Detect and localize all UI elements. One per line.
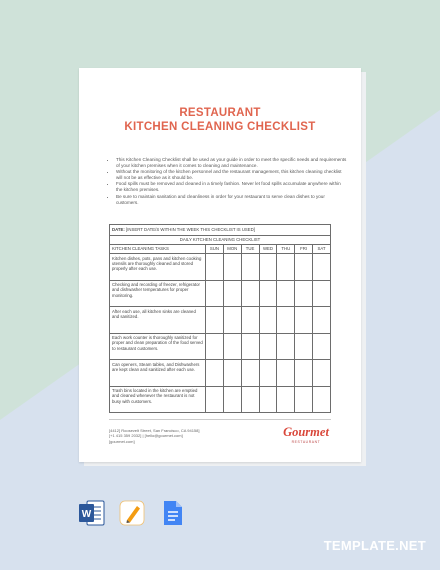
google-docs-icon[interactable] bbox=[158, 499, 186, 527]
checkbox-cell[interactable] bbox=[313, 333, 331, 360]
template-net-brand: TEMPLATE.NET bbox=[323, 538, 426, 553]
pages-icon[interactable] bbox=[118, 499, 146, 527]
checkbox-cell[interactable] bbox=[241, 386, 259, 413]
checkbox-cell[interactable] bbox=[223, 360, 241, 387]
checkbox-cell[interactable] bbox=[295, 254, 313, 281]
microsoft-word-icon[interactable] bbox=[78, 499, 106, 527]
task-text: Can openers, Steam tables, and Dishwashers are kept clean and sanitized after each use. bbox=[110, 360, 206, 387]
table-heading: DAILY KITCHEN CLEANING CHECKLIST bbox=[110, 236, 331, 245]
checkbox-cell[interactable] bbox=[313, 254, 331, 281]
task-text: Each work counter is thoroughly sanitized for proper and clean preparation of the food served to restaurant customers. bbox=[110, 333, 206, 360]
gourmet-logo bbox=[276, 425, 336, 444]
checkbox-cell[interactable] bbox=[277, 333, 295, 360]
instruction-item: • Food spills must be removed and cleaned in a timely fashion. Never let food spills accumulate anywhere within the kitchen premises. bbox=[116, 181, 348, 193]
checkbox-cell[interactable] bbox=[295, 333, 313, 360]
day-header-wed: WED bbox=[259, 245, 277, 254]
task-text: Checking and recording of freezer, refrigerator and dishwasher temperatures for proper monitoring. bbox=[110, 280, 206, 307]
day-header-sat: SAT bbox=[313, 245, 331, 254]
table-row bbox=[110, 360, 331, 387]
checkbox-cell[interactable] bbox=[206, 254, 224, 281]
footer-contact bbox=[109, 428, 200, 444]
checkbox-cell[interactable] bbox=[206, 280, 224, 307]
checkbox-cell[interactable] bbox=[277, 386, 295, 413]
day-header-thu: THU bbox=[277, 245, 295, 254]
checkbox-cell[interactable] bbox=[313, 307, 331, 334]
checkbox-cell[interactable] bbox=[223, 280, 241, 307]
checkbox-cell[interactable] bbox=[277, 307, 295, 334]
checkbox-cell[interactable] bbox=[295, 280, 313, 307]
day-header-tue: TUE bbox=[241, 245, 259, 254]
footer-website: [gourmet.com] bbox=[109, 438, 135, 444]
task-text: After each use, all kitchen sinks are cleaned and sanitized. bbox=[110, 307, 206, 334]
checkbox-cell[interactable] bbox=[313, 280, 331, 307]
task-text: Trash bins located in the kitchen are emptied and cleaned whenever the restaurant is not busy with customers. bbox=[110, 386, 206, 413]
checklist-table bbox=[109, 224, 331, 413]
instruction-item: • This Kitchen Cleaning Checklist shall be used as your guide in order to meet the specific needs and requirements of your kitchen premises when it comes to cleaning and maintenance. bbox=[116, 157, 348, 169]
checkbox-cell[interactable] bbox=[206, 307, 224, 334]
checkbox-cell[interactable] bbox=[223, 254, 241, 281]
checkbox-cell[interactable] bbox=[241, 307, 259, 334]
checkbox-cell[interactable] bbox=[241, 280, 259, 307]
logo-subtitle: RESTAURANT bbox=[291, 440, 321, 444]
date-label: DATE: bbox=[112, 227, 125, 233]
table-row bbox=[110, 254, 331, 281]
table-row bbox=[110, 280, 331, 307]
checkbox-cell[interactable] bbox=[259, 386, 277, 413]
checkbox-cell[interactable] bbox=[259, 360, 277, 387]
checkbox-cell[interactable] bbox=[277, 254, 295, 281]
checkbox-cell[interactable] bbox=[277, 360, 295, 387]
checkbox-cell[interactable] bbox=[223, 307, 241, 334]
checkbox-cell[interactable] bbox=[295, 307, 313, 334]
day-header-mon: MON bbox=[223, 245, 241, 254]
document-page bbox=[79, 68, 361, 462]
checkbox-cell[interactable] bbox=[206, 386, 224, 413]
task-text: Kitchen dishes, pots, pans and kitchen cooking utensils are thoroughly cleaned and stored properly after each use. bbox=[110, 254, 206, 281]
checkbox-cell[interactable] bbox=[259, 280, 277, 307]
table-row bbox=[110, 386, 331, 413]
checkbox-cell[interactable] bbox=[223, 386, 241, 413]
tasks-column-header: KITCHEN CLEANING TASKS bbox=[110, 245, 206, 254]
date-cell[interactable] bbox=[110, 225, 331, 236]
checkbox-cell[interactable] bbox=[206, 360, 224, 387]
table-row bbox=[110, 307, 331, 334]
instruction-item: • Without the monitoring of the kitchen personnel and the restaurant management, this kitchen cleaning checklist will not be as effective as it should be. bbox=[116, 169, 348, 181]
logo-wordmark: Gourmet bbox=[283, 425, 329, 439]
checkbox-cell[interactable] bbox=[206, 333, 224, 360]
checkbox-cell[interactable] bbox=[295, 386, 313, 413]
checkbox-cell[interactable] bbox=[259, 333, 277, 360]
checkbox-cell[interactable] bbox=[241, 333, 259, 360]
day-header-fri: FRI bbox=[295, 245, 313, 254]
checkbox-cell[interactable] bbox=[241, 360, 259, 387]
word-letter: W bbox=[81, 509, 92, 520]
checkbox-cell[interactable] bbox=[259, 254, 277, 281]
footer-phone-email: [+1 415 359 2032] | [hello@gourmet.com] bbox=[109, 433, 183, 439]
instruction-item: • Be sure to maintain sanitation and cleanliness in order for your restaurant to serve clean dishes to your customers. bbox=[116, 194, 348, 206]
checkbox-cell[interactable] bbox=[313, 386, 331, 413]
footer-address: [4412] Roosevelt Street, San Francisco, CA 94158] bbox=[109, 428, 200, 433]
checkbox-cell[interactable] bbox=[295, 360, 313, 387]
date-placeholder: [INSERT DATE/S WITHIN THE WEEK THIS CHECKLIST IS USED] bbox=[126, 227, 255, 233]
checkbox-cell[interactable] bbox=[241, 254, 259, 281]
instruction-list bbox=[109, 157, 348, 206]
checkbox-cell[interactable] bbox=[259, 307, 277, 334]
checkbox-cell[interactable] bbox=[313, 360, 331, 387]
footer-divider bbox=[109, 419, 331, 420]
checkbox-cell[interactable] bbox=[223, 333, 241, 360]
day-header-sun: SUN bbox=[206, 245, 224, 254]
doc-title-line1: RESTAURANT bbox=[179, 107, 261, 119]
doc-title-line2: KITCHEN CLEANING CHECKLIST bbox=[124, 121, 316, 133]
checkbox-cell[interactable] bbox=[277, 280, 295, 307]
table-row bbox=[110, 333, 331, 360]
